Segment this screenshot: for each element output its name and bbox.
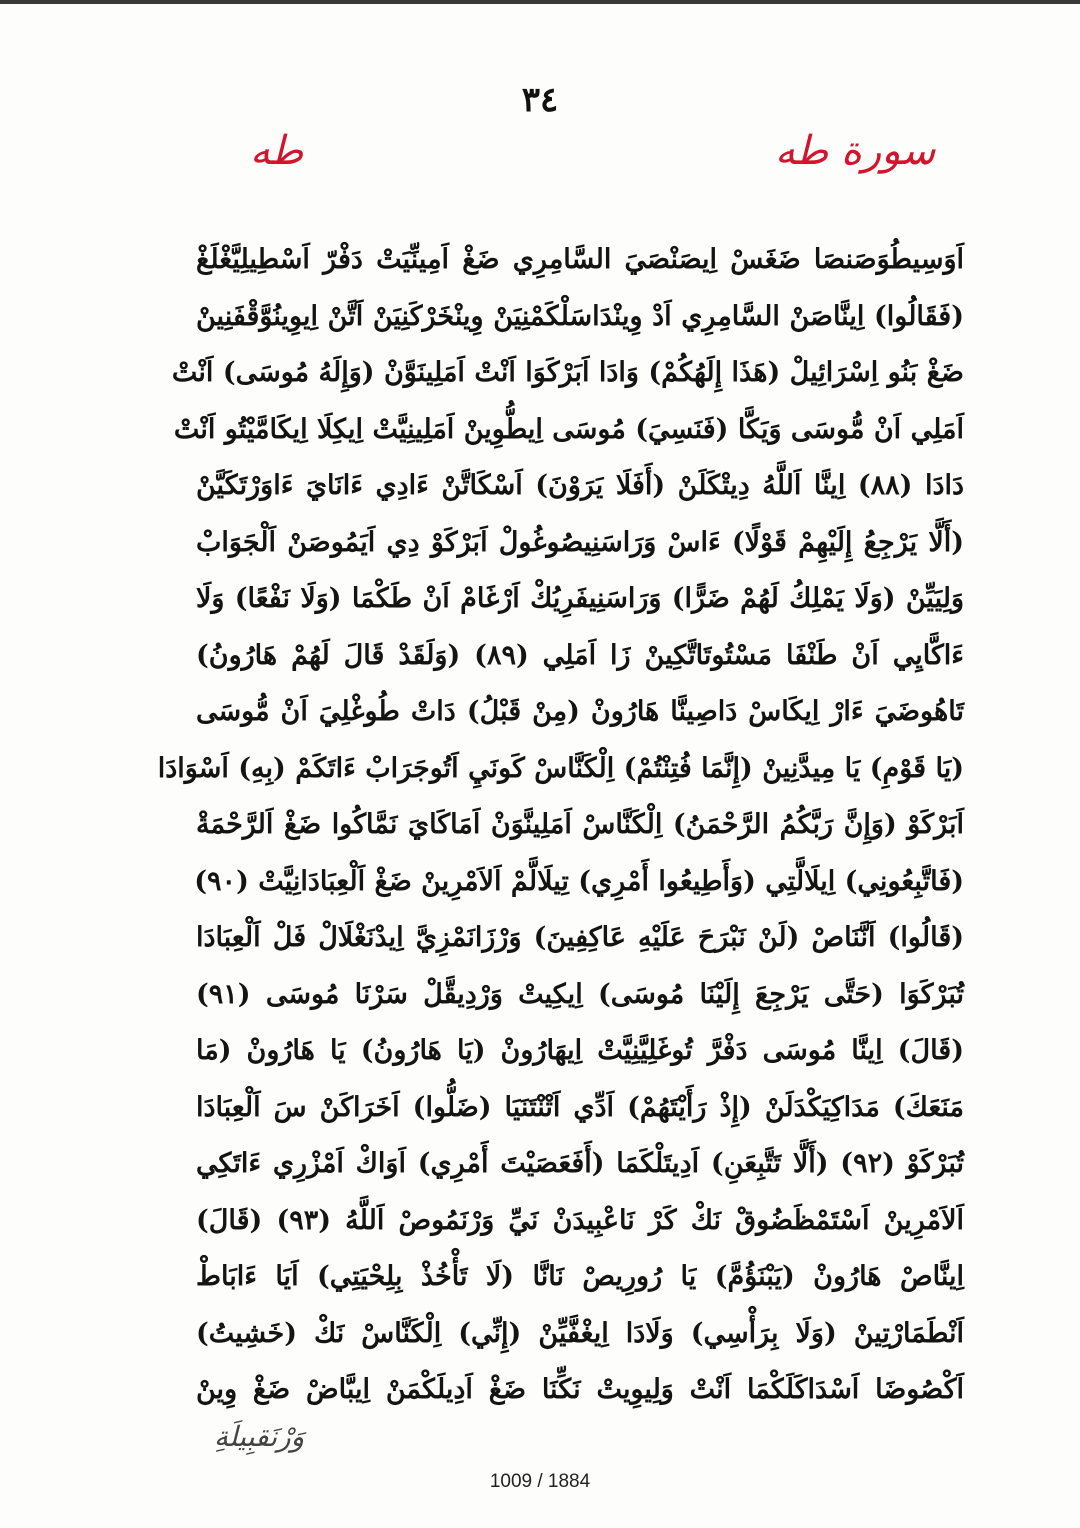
text-line: اَمَلِي اَنْ مُّوسَى وَيَكَّا (فَنَسِيَ) مُوسَى اِيطُّوِينْ اَمَلِينِيَّتْ اِيكِلَا اِيكَامَّيْتُو اَنْتْ: [173, 413, 964, 445]
text-line: (فَاتَّبِعُونِي) اِيلَالَّتِي (وَأَطِيعُوا أَمْرِي) تِيلَالَّمْ اَلاَمْرِينْ ضَغْ اَلْعِبَادَانِيَّتْ (٩٠): [194, 865, 964, 897]
text-line: (يَا قَوْمِ) يَا مِيدَّنِينْ (إِنَّمَا فُتِنْتُمْ) اِلْكَنَّاسْ كَونَيِ اَتُوجَرَابْ ءَاتَكَمْ (بِهِ) اَسْوَادَا: [157, 752, 964, 784]
text-line: اَبَرْكَوْ (وَإِنَّ رَبَّكُمُ الرَّحْمَنُ) اِلْكَنَّاسْ اَمَلِينَّوَنْ اَمَاكَايَ نَمَّاكُوا ضَغْ اَلرَّحْمَةْ: [196, 809, 964, 840]
text-line: دَادَا (٨٨) اِينَّا اَللَّهُ دِيتْكَلَنْ (أَفَلَا يَرَوْنَ) اَسْكَاتَّنْ ءَادِي ءَانَايَ ءَاوَرْتَكَيَّنْ: [196, 470, 964, 501]
text-line: تُبَرْكَوْ (٩٢) (أَلَّا تَتَّبِعَنِ) اَدِيتَلْكَمَا (أَفَعَصَيْتَ أَمْرِي) اَوَاكْ اَمْزْرِي ءَاتَكِي: [196, 1148, 964, 1179]
text-line: تُبَرْكَوَا (حَتَّى يَرْجِعَ إِلَيْنَا مُوسَى) اِيكِيتْ وَرْدِيقَّلْ سَرْنَا مُوسَى (٩١): [196, 978, 964, 1010]
text-line: تَاهُوضَيَ ءَارْ اِيكَاسْ دَاصِينَّا هَارُونْ (مِنْ قَبْلُ) دَاتْ طُوغْلِيَ اَنْ مُّوسَى: [196, 696, 964, 727]
handwritten-annotation-right: سورة طه: [775, 128, 936, 174]
handwritten-annotation-left: طه: [250, 128, 304, 174]
text-line: اَوَسِيطُوَصَنصَا ضَغَسْ اِيصَنْصَيَ السَّامِرِي ضَغْ اَمِينِّيَتْ دَفْرّ اَسْطِيلِيَّغْلَغْ: [196, 244, 964, 275]
text-line: مَنَعَكَ) مَدَاكِيَكْدَلَنْ (إِذْ رَأَيْتَهُمْ) اَدِّي اَتْنْتَنَيَا (ضَلُّوا) اَخَرَاكَنْ سَ اَلْعِبَادَا: [196, 1091, 964, 1123]
text-line: (قَالُوا) اَنَّنَاصْ (لَنْ نَبْرَحَ عَلَيْهِ عَاكِفِينَ) وَرْزَانَمْزِيَّ اِيدْنَغْلَالْ فَلْ اَلْعِبَادَا: [196, 922, 964, 953]
text-line: ءَاكَّايِي اَنْ طَنْفَا مَسْتُوتَاتَّكِينْ زَا اَمَلِي (٨٩) (وَلَقَدْ قَالَ لَهُمْ هَارُونُ): [196, 639, 964, 671]
text-line: اَكْصُوضَا اَسْدَاكَلَكْمَا اَنْتْ وَلِيوِيتْ نَكِّنَا ضَغْ اَدِيلَكْمَنْ اِيبَّاضْ ضَغْ وِينْ: [196, 1374, 964, 1405]
body-text: [157, 232, 964, 1419]
text-line: (فَقَالُوا) اِينَّاصَنْ السَّامِرِي اَدْ وِينْدَاسَلْكَمْنِيَنْ وِينْخَرْكَنِيَنْ اَتَّنْ اِيوِينُوَّقْفَنِينْ: [196, 300, 964, 332]
page-number: ٣٤: [521, 80, 559, 120]
text-line: اِينَّاصْ هَارُونْ (يَبْنَؤُمَّ) يَا رُورِيصْ نَانَّا (لَا تَأْخُذْ بِلِحْيَتِي) اَيَا ءَابَاطْ: [196, 1261, 964, 1292]
pagination-indicator: 1009 / 1884: [489, 1471, 591, 1492]
text-line: اَنْطَمَارْتِينْ (وَلَا بِرَأْسِي) وَلَادَا اِيغْفَّيِّنْ (إِنِّي) اِلْكَنَّاسْ نَكْ (خَشِيتُ): [196, 1317, 964, 1349]
top-border: [0, 0, 1080, 4]
text-line: (قَالَ) اِينَّا مُوسَى دَفْرَّ تُوغَلِيَّنِيَّتْ اِيهَارُونْ (يَا هَارُونُ) يَا هَارُونْ (مَا: [196, 1035, 964, 1066]
text-line: اَلاَمْرِينْ اَسْتَمْظَضُوقْ نَكْ كَرْ نَاعْبِيدَنْ نَيِّ وَرْنَمُوصْ اَللَّهُ (٩٣) (قَالَ): [196, 1204, 964, 1236]
text-line: وَلِيَيِّنْ (وَلَا يَمْلِكُ لَهُمْ ضَرًّا) وَرَاسَنِيفَرِيُكْ اَرْغَامْ اَنْ طَكْمَا (وَلَا نَفْعًا) وَلَا: [196, 583, 964, 614]
text-line: (أَلَّا يَرْجِعُ إِلَيْهِمْ قَوْلًا) ءَاسْ وَرَاسَنِيصُوغُولْ اَبَرْكَوْ دِي اَيَمُوصَنْ اَلْجَوَابْ: [196, 526, 964, 558]
text-line: ضَغْ بَنُو اِسْرَائِيلْ (هَذَا إِلَهُكُمْ) وَادَا اَبَرْكَوَا اَنْتْ اَمَلِينَوَّنْ (وَإِلَهُ مُوسَى) اَنْتْ: [171, 357, 964, 388]
catchword-note: وَرْنَقبِيلَةِ: [214, 1420, 305, 1453]
